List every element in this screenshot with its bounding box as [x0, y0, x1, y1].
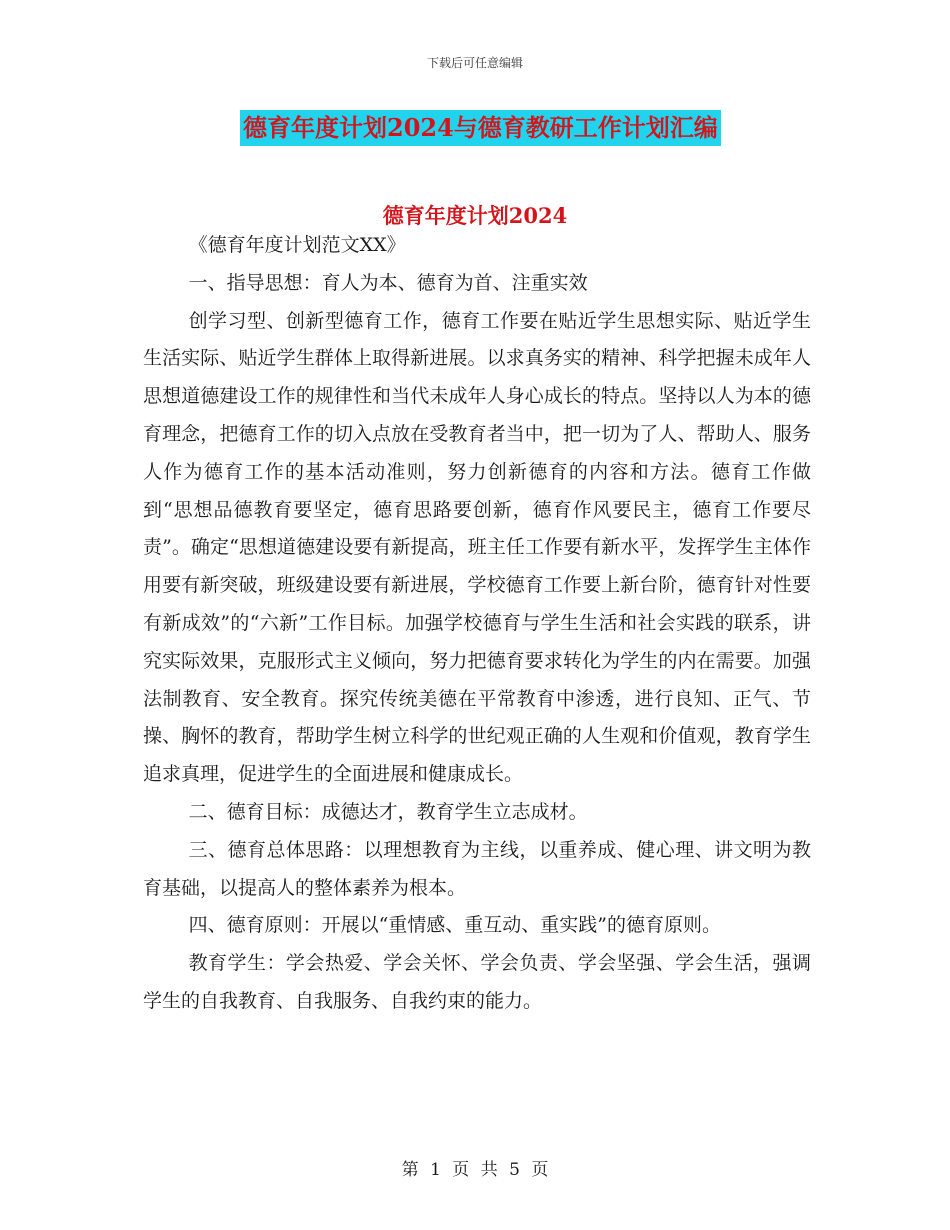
document-body — [143, 227, 811, 1021]
body-paragraph: 《德育年度计划范文XX》 — [188, 234, 406, 256]
body-paragraph: 三、德育总体思路：以理想教育为主线，以重养成、健心理、讲文明为教育基础，以提高人的整体素养为根本。 — [143, 838, 811, 899]
body-paragraph: 二、德育目标：成德达才，教育学生立志成材。 — [188, 800, 588, 823]
body-paragraph: 创学习型、创新型德育工作，德育工作要在贴近学生思想实际、贴近学生生活实际、贴近学生群体上取得新进展。以求真务实的精神、科学把握未成年人思想道德建设工作的规律性和当代未成年人身心成长的特点。坚持以人为本的德育理念，把德育工作的切入点放在受教育者当中，把一切为了人、帮助人、服务人作为德育工作的基本活动准则，努力创新德育的内容和方法。德育工作做到“思想品德教育要坚定，德育思路要创新，德育作风要民主，德育工作要尽责”。确定“思想道德建设要有新提高，班主任工作要有新水平，发挥学生主体作用要有新突破，班级建设要有新进展，学校德育工作要上新台阶，德育针对性要有新成效”的“六新”工作目标。加强学校德育与学生生活和社会实践的联系，讲究实际效果，克服形式主义倾向，努力把德育要求转化为学生的内在需要。加强法制教育、安全教育。探究传统美德在平常教育中渗透，进行良知、正气、节操、胸怀的教育，帮助学生树立科学的世纪观正确的人生观和价值观，教育学生追求真理，促进学生的全面进展和健康成长。 — [143, 309, 811, 786]
body-paragraph: 一、指导思想：育人为本、德育为首、注重实效 — [188, 271, 588, 294]
header-note: 下载后可任意编辑 — [426, 56, 523, 70]
page-footer: 第 1 页 共 5 页 — [401, 1160, 549, 1180]
section-title: 德育年度计划2024 — [382, 203, 568, 228]
body-paragraph: 四、德育原则：开展以“重情感、重互动、重实践”的德育原则。 — [188, 914, 722, 937]
document-title: 德育年度计划2024与德育教研工作计划汇编 — [240, 110, 721, 146]
body-paragraph: 教育学生：学会热爱、学会关怀、学会负责、学会坚强、学会生活，强调学生的自我教育、自我服务、自我约束的能力。 — [143, 952, 811, 1012]
